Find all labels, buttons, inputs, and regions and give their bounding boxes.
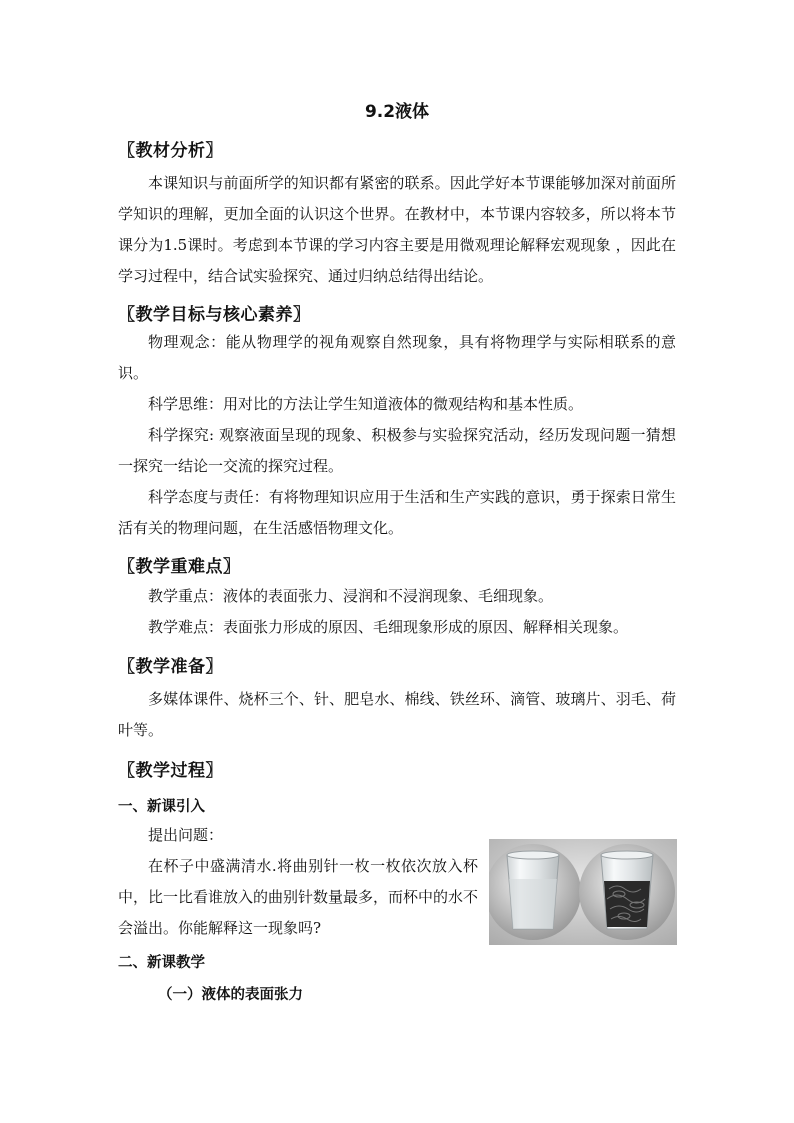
- analysis-paragraph: 本课知识与前面所学的知识都有紧密的联系。因此学好本节课能够加深对前面所学知识的理解，更加全面的认识这个世界。在教材中，本节课内容较多，所以将本节课分为1.5课时。考虑到本节课的学习内容主要是用微观理论解释宏观现象 ，因此在学习过程中，结合试实验探究、通过归纳总结得出结论。: [118, 174, 676, 285]
- heading-goals: 〖教学目标与核心素养〗: [118, 305, 311, 325]
- subsection-surface-tension: （一）液体的表面张力: [158, 987, 303, 1003]
- section-teaching: 二、新课教学: [118, 955, 205, 971]
- question-label: 提出问题：: [148, 826, 224, 844]
- prep-paragraph: 多媒体课件、烧杯三个、针、肥皂水、棉线、铁丝环、滴管、玻璃片、羽毛、荷叶等。: [118, 690, 676, 739]
- goal-attitude-responsibility: 科学态度与责任：有将物理知识应用于生活和生产实践的意识，勇于探索日常生活有关的物理问题，在生活感悟物理文化。: [118, 488, 676, 537]
- difficult-point: 教学难点：表面张力形成的原因、毛细现象形成的原因、解释相关现象。: [148, 618, 629, 636]
- section-intro: 一、新课引入: [118, 799, 205, 815]
- question-text: 在杯子中盛满清水.将曲别针一枚一枚依次放入杯中，比一比看谁放入的曲别针数量最多，而杯中的水不会溢出。你能解释这一现象吗?: [118, 857, 479, 937]
- heading-analysis: 〖教材分析〗: [118, 141, 223, 161]
- goal-physics-concept: 物理观念：能从物理学的视角观察自然现象，具有将物理学与实际相联系的意识。: [118, 333, 676, 382]
- key-point: 教学重点：液体的表面张力、浸润和不浸润现象、毛细现象。: [148, 587, 554, 605]
- heading-prep: 〖教学准备〗: [118, 657, 223, 677]
- goal-scientific-inquiry: 科学探究: 观察液面呈现的现象、积极参与实验探究活动，经历发现问题一猜想一探究一结论一交流的探究过程。: [118, 426, 676, 475]
- goal-scientific-thinking: 科学思维：用对比的方法让学生知道液体的微观结构和基本性质。: [148, 395, 584, 413]
- heading-process: 〖教学过程〗: [118, 761, 223, 781]
- glass-cups-photo: [489, 839, 677, 945]
- page-title: 9.2液体: [364, 102, 430, 122]
- heading-keypoints: 〖教学重难点〗: [118, 557, 241, 577]
